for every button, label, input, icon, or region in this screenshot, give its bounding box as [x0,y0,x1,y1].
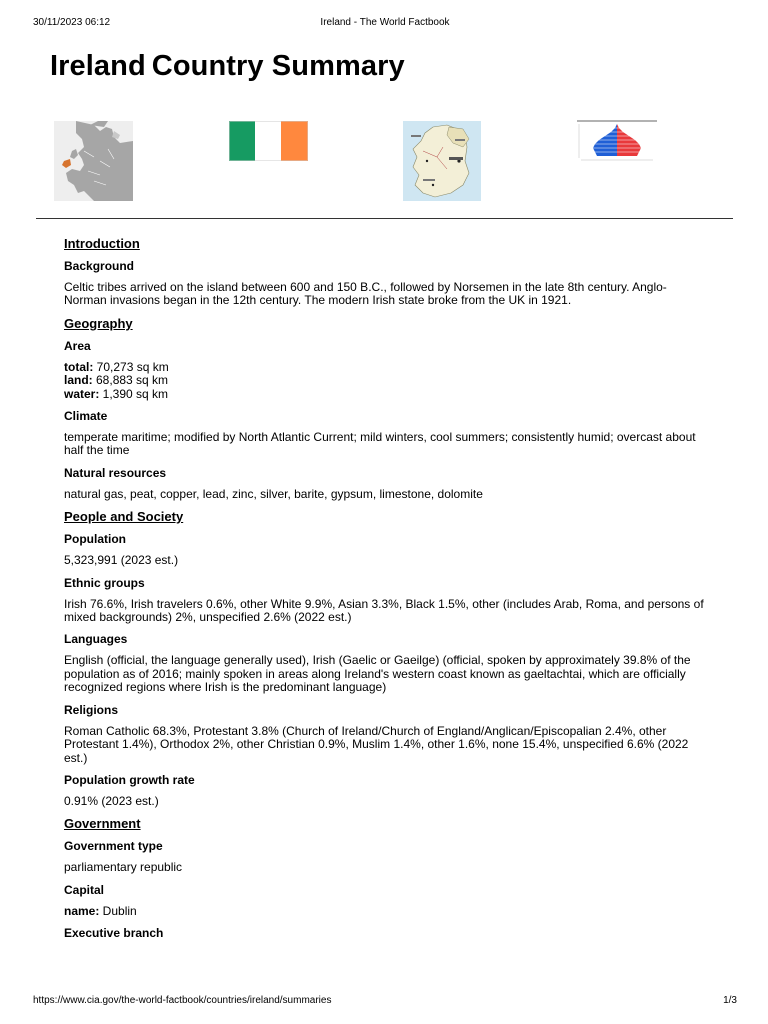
print-footer [33,995,737,1009]
field-label-climate: Climate [64,409,108,424]
field-label-capital: Capital [64,882,105,897]
print-document-title: Ireland - The World Factbook [320,17,450,28]
section-heading-geography[interactable]: Geography [64,315,133,331]
area-land-value: 68,883 sq km [92,373,169,388]
field-text-capital [64,905,704,918]
field-text-area [64,361,704,401]
field-label-population: Population [64,532,126,547]
field-text-population: 5,323,991 (2023 est.) [64,553,179,568]
page-title-suffix: Country Summary [151,50,405,82]
page-number: 1/3 [723,995,737,1006]
ireland-flag-icon [229,121,308,161]
thumbnail-strip [0,120,768,204]
field-text-background: Celtic tribes arrived on the island between 600 and 150 B.C., followed by Norsemen in the late 8th century. Anglo-Norman invasions began in the 12th century. The modern Irish state broke from the UK in 1921. [64,280,667,308]
print-date: 30/11/2023 06:12 [33,17,111,28]
section-heading-government[interactable]: Government [64,816,141,832]
field-label-executive-branch: Executive branch [64,926,164,941]
field-label-area: Area [64,338,91,353]
page-title [50,50,405,83]
section-heading-people-and-society[interactable]: People and Society [64,509,184,525]
field-text-languages: English (official, the language generally used), Irish (Gaelic or Gaeilge) (official, spoken by approximately 39.8% of the population as of 2016; mainly spoken in areas along Ireland's western coast known as gaeltachtai, which are officially recognized regions where Irish is the predominant language) [64,653,691,695]
field-label-languages: Languages [64,632,128,647]
country-map-thumbnail[interactable] [403,121,481,201]
population-pyramid-image [577,120,657,166]
area-land-label: land: [64,373,93,388]
field-label-population-growth-rate: Population growth rate [64,772,195,787]
field-text-ethnic-groups: Irish 76.6%, Irish travelers 0.6%, other White 9.9%, Asian 3.3%, Black 1.5%, other (includes Arab, Roma, and persons of mixed backgrounds) 2%, unspecified 2.6% (2022 est.) [64,596,704,625]
capital-name-value: Dublin [99,903,137,918]
field-label-natural-resources: Natural resources [64,465,167,480]
locator-map-image [54,121,133,201]
summary-content [64,236,704,948]
capital-name-label: name: [64,903,100,918]
field-label-government-type: Government type [64,839,163,854]
field-label-religions: Religions [64,702,119,717]
locator-map-thumbnail[interactable] [54,121,133,201]
field-text-religions: Roman Catholic 68.3%, Protestant 3.8% (Church of Ireland/Church of England/Anglican/Episcopalian 2.4%, other Protestant 1.4%), Orthodox 2%, other Christian 0.9%, Muslim 1.4%, other 1.6%, none 15.4%, unspecified 6.6% (2022 est.) [64,723,689,765]
country-map-image [403,121,481,201]
area-water-value: 1,390 sq km [99,386,169,401]
field-text-natural-resources: natural gas, peat, copper, lead, zinc, silver, barite, gypsum, limestone, dolomite [64,486,483,501]
field-label-background: Background [64,259,135,273]
field-text-climate: temperate maritime; modified by North Atlantic Current; mild winters, cool summers; consistently humid; overcast about half the time [64,430,696,458]
page-title-country: Ireland [50,50,146,82]
field-label-ethnic-groups: Ethnic groups [64,575,145,590]
area-water-label: water: [64,386,100,401]
section-divider [36,218,733,219]
area-total-label: total: [64,359,94,374]
area-total-value: 70,273 sq km [93,359,169,374]
print-url: https://www.cia.gov/the-world-factbook/countries/ireland/summaries [33,995,332,1006]
field-text-population-growth-rate: 0.91% (2023 est.) [64,793,159,808]
section-heading-introduction[interactable]: Introduction [64,236,140,251]
population-pyramid-thumbnail[interactable] [577,120,657,166]
field-text-government-type: parliamentary republic [64,860,183,875]
print-header [33,17,737,31]
flag-thumbnail[interactable] [229,121,308,161]
